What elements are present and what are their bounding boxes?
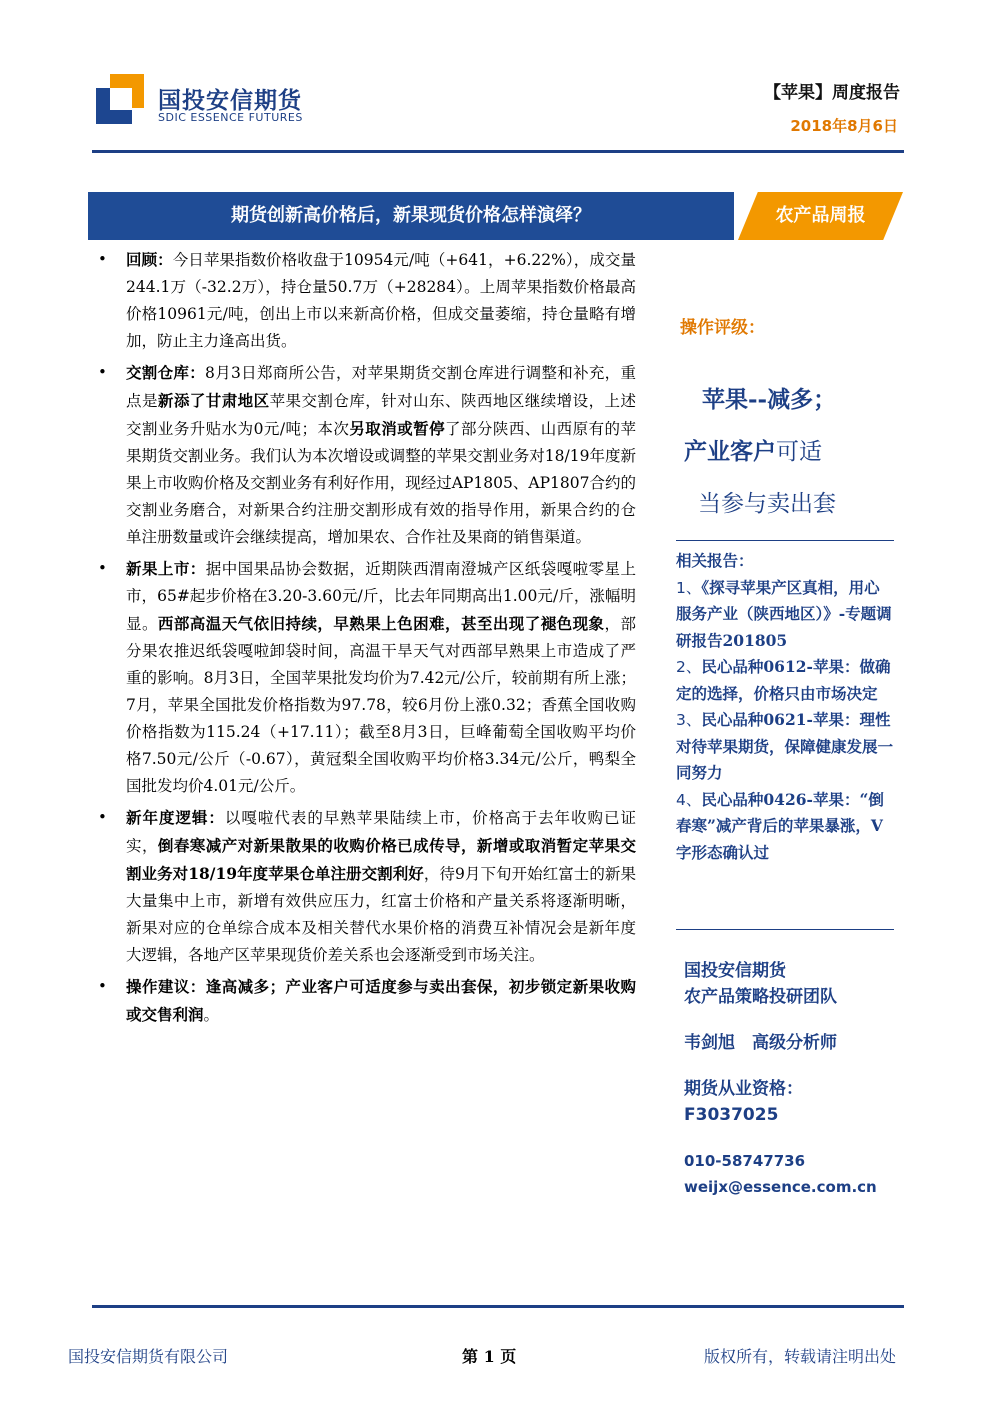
analyst-contact <box>684 958 894 1200</box>
report-date: 2018年8月6日 <box>790 117 898 135</box>
contact-phone: 010-58747736 <box>684 1152 806 1170</box>
bullet-text: ，待9月下旬开始红富士的新果大量集中上市，新增有效供应压力，红富士价格和产量关系将逐渐明晰，新果对应的仓单综合成本及相关替代水果价格的消费互补情况会是新年度大逻辑，各地产区苹果现货价差关系也会逐渐受到市场关注。 <box>126 865 636 964</box>
report-title-link: 民心品种0426-苹果：“倒春寒”减产背后的苹果暴涨，V字形态确认过 <box>676 789 884 862</box>
bullet-emphasis: 新添了甘肃地区 <box>157 391 270 410</box>
related-report-item[interactable] <box>676 575 894 655</box>
related-report-item[interactable] <box>676 787 894 867</box>
qualification-label: 期货从业资格： <box>684 1079 803 1099</box>
report-title-link: 《探寻苹果产区真相，用心服务产业（陕西地区）》-专题调研报告201805 <box>676 577 892 650</box>
bullet-text: 今日苹果指数价格收盘于10954元/吨（+641，+6.22%），成交量244.1万（-32.2万），持仓量50.7万（+28284）。上周苹果指数价格最高价格10961元/吨，创出上市以来新高价格，但成交量萎缩，持仓量略有增加，防止主力逢高出货。 <box>126 251 636 350</box>
report-title-link: 民心品种0621-苹果：理性对待苹果期货，保障健康发展一同努力 <box>676 710 894 782</box>
report-type: 【苹果】周度报告 <box>764 83 900 103</box>
bullet-emphasis: 另取消或暂停 <box>349 419 446 438</box>
report-title-link: 民心品种0612-苹果：做确定的选择，价格只由市场决定 <box>676 657 891 703</box>
bullet-label: 回顾： <box>126 250 173 269</box>
bullet-icon: • <box>98 559 107 577</box>
rating-line-1: 苹果--减多； <box>702 386 837 413</box>
bullet-emphasis: 西部高温天气依旧持续，早熟果上色困难，甚至出现了褪色现象 <box>157 614 605 633</box>
bullet-new-season-logic <box>96 804 636 969</box>
sidebar-divider <box>676 540 894 541</box>
header-divider <box>92 150 904 153</box>
bullet-text: ，部分果农推迟纸袋嘎啦卸袋时间，高温干旱天气对西部早熟果上市造成了严重的影响。8月3日，全国苹果批发均价为7.42元/公斤，较前期有所上涨；7月，苹果全国批发价格指数为97.78，较6月份上涨0.32；香蕉全国收购价格指数为115.24（+17.11）；截至8月3日，巨峰葡萄全国收购平均价格7.50元/公斤（-0.67），黄冠梨全国收购平均价格3.34元/公斤，鸭梨全国批发均价4.01元/公斤。 <box>126 615 636 795</box>
report-title: 期货创新高价格后，新果现货价格怎样演绎？ <box>231 205 591 226</box>
rating-emphasis: 产业客户 <box>684 438 776 465</box>
footer-copyright: 版权所有，转载请注明出处 <box>704 1347 897 1366</box>
report-number: 2、 <box>676 658 702 676</box>
logo-name-en: SDIC ESSENCE FUTURES <box>158 111 303 124</box>
rating-line-3: 当参与卖出套 <box>698 491 836 517</box>
rating-label: 操作评级： <box>680 318 765 338</box>
related-reports <box>676 548 894 866</box>
main-content <box>96 246 636 1033</box>
related-title: 相关报告： <box>676 551 754 570</box>
bullet-suggestion <box>96 973 636 1029</box>
bullet-icon: • <box>98 977 107 995</box>
report-number: 1、 <box>676 578 702 597</box>
qualification-number: F3037025 <box>684 1105 779 1125</box>
related-report-item[interactable] <box>676 654 894 707</box>
rating-text: 可适 <box>776 439 822 465</box>
page-number: 第 1 页 <box>462 1347 517 1366</box>
bullet-icon: • <box>98 363 107 381</box>
bullet-label: 新果上市： <box>126 559 206 578</box>
contact-team: 农产品策略投研团队 <box>684 987 837 1007</box>
bullet-emphasis: 逢高减多；产业客户可适度参与卖出套保，初步锁定新果收购或交售利润 <box>126 977 636 1024</box>
bullet-new-fruit <box>96 555 636 800</box>
contact-company: 国投安信期货 <box>684 961 786 981</box>
bullet-icon: • <box>98 808 107 826</box>
bullet-text: 了部分陕西、山西原有的苹果期货交割业务。我们认为本次增设或调整的苹果交割业务对18/19年度新果上市收购价格及交割业务有利好作用，现经过AP1805、AP1807合约的交割业务磨合，对新果合约注册交割形成有效的指导作用，新果合约的仓单注册数量或许会继续提高，增加果农、合作社及果商的销售渠道。 <box>126 420 636 546</box>
footer-divider <box>92 1305 904 1308</box>
bullet-label: 操作建议： <box>126 977 206 996</box>
company-logo-icon <box>96 74 146 124</box>
analyst-name: 韦剑旭 高级分析师 <box>684 1033 837 1053</box>
bullet-text: 据中国果品协会数据，近期陕西渭南澄城产区纸袋嘎啦零星上市，65#起步价格在3.20-3.60元/斤，比去年同期高出1.00元/斤，涨幅明显。 <box>126 560 636 633</box>
bullet-emphasis: 倒春寒减产对新果散果的收购价格已成传导，新增或取消暂定苹果交割业务对18/19年度苹果仓单注册交割利好 <box>126 836 636 883</box>
bullet-icon: • <box>98 250 107 268</box>
category-tag: 农产品周报 <box>775 205 866 226</box>
bullet-label: 新年度逻辑： <box>126 808 225 827</box>
footer-company: 国投安信期货有限公司 <box>68 1347 229 1366</box>
report-number: 3、 <box>676 711 702 729</box>
logo-name-cn: 国投安信期货 <box>158 88 302 114</box>
related-report-item[interactable] <box>676 707 894 787</box>
bullet-text: 苹果交割仓库，针对山东、陕西地区继续增设，上述交割业务升贴水为0元/吨；本次 <box>126 392 636 438</box>
sidebar-divider <box>676 929 894 930</box>
bullet-text: 8月3日郑商所公告，对苹果期货交割仓库进行调整和补充，重点是 <box>126 364 636 410</box>
rating-box <box>684 374 894 530</box>
bullet-warehouse <box>96 359 636 551</box>
rating-line-2 <box>684 426 894 478</box>
contact-email[interactable]: weijx@essence.com.cn <box>684 1178 877 1196</box>
report-number: 4、 <box>676 790 702 809</box>
bullet-review <box>96 246 636 355</box>
bullet-label: 交割仓库： <box>126 363 206 382</box>
bullet-text: 。 <box>203 1006 220 1024</box>
bullet-text: 以嘎啦代表的早熟苹果陆续上市，价格高于去年收购已证实， <box>126 809 636 855</box>
